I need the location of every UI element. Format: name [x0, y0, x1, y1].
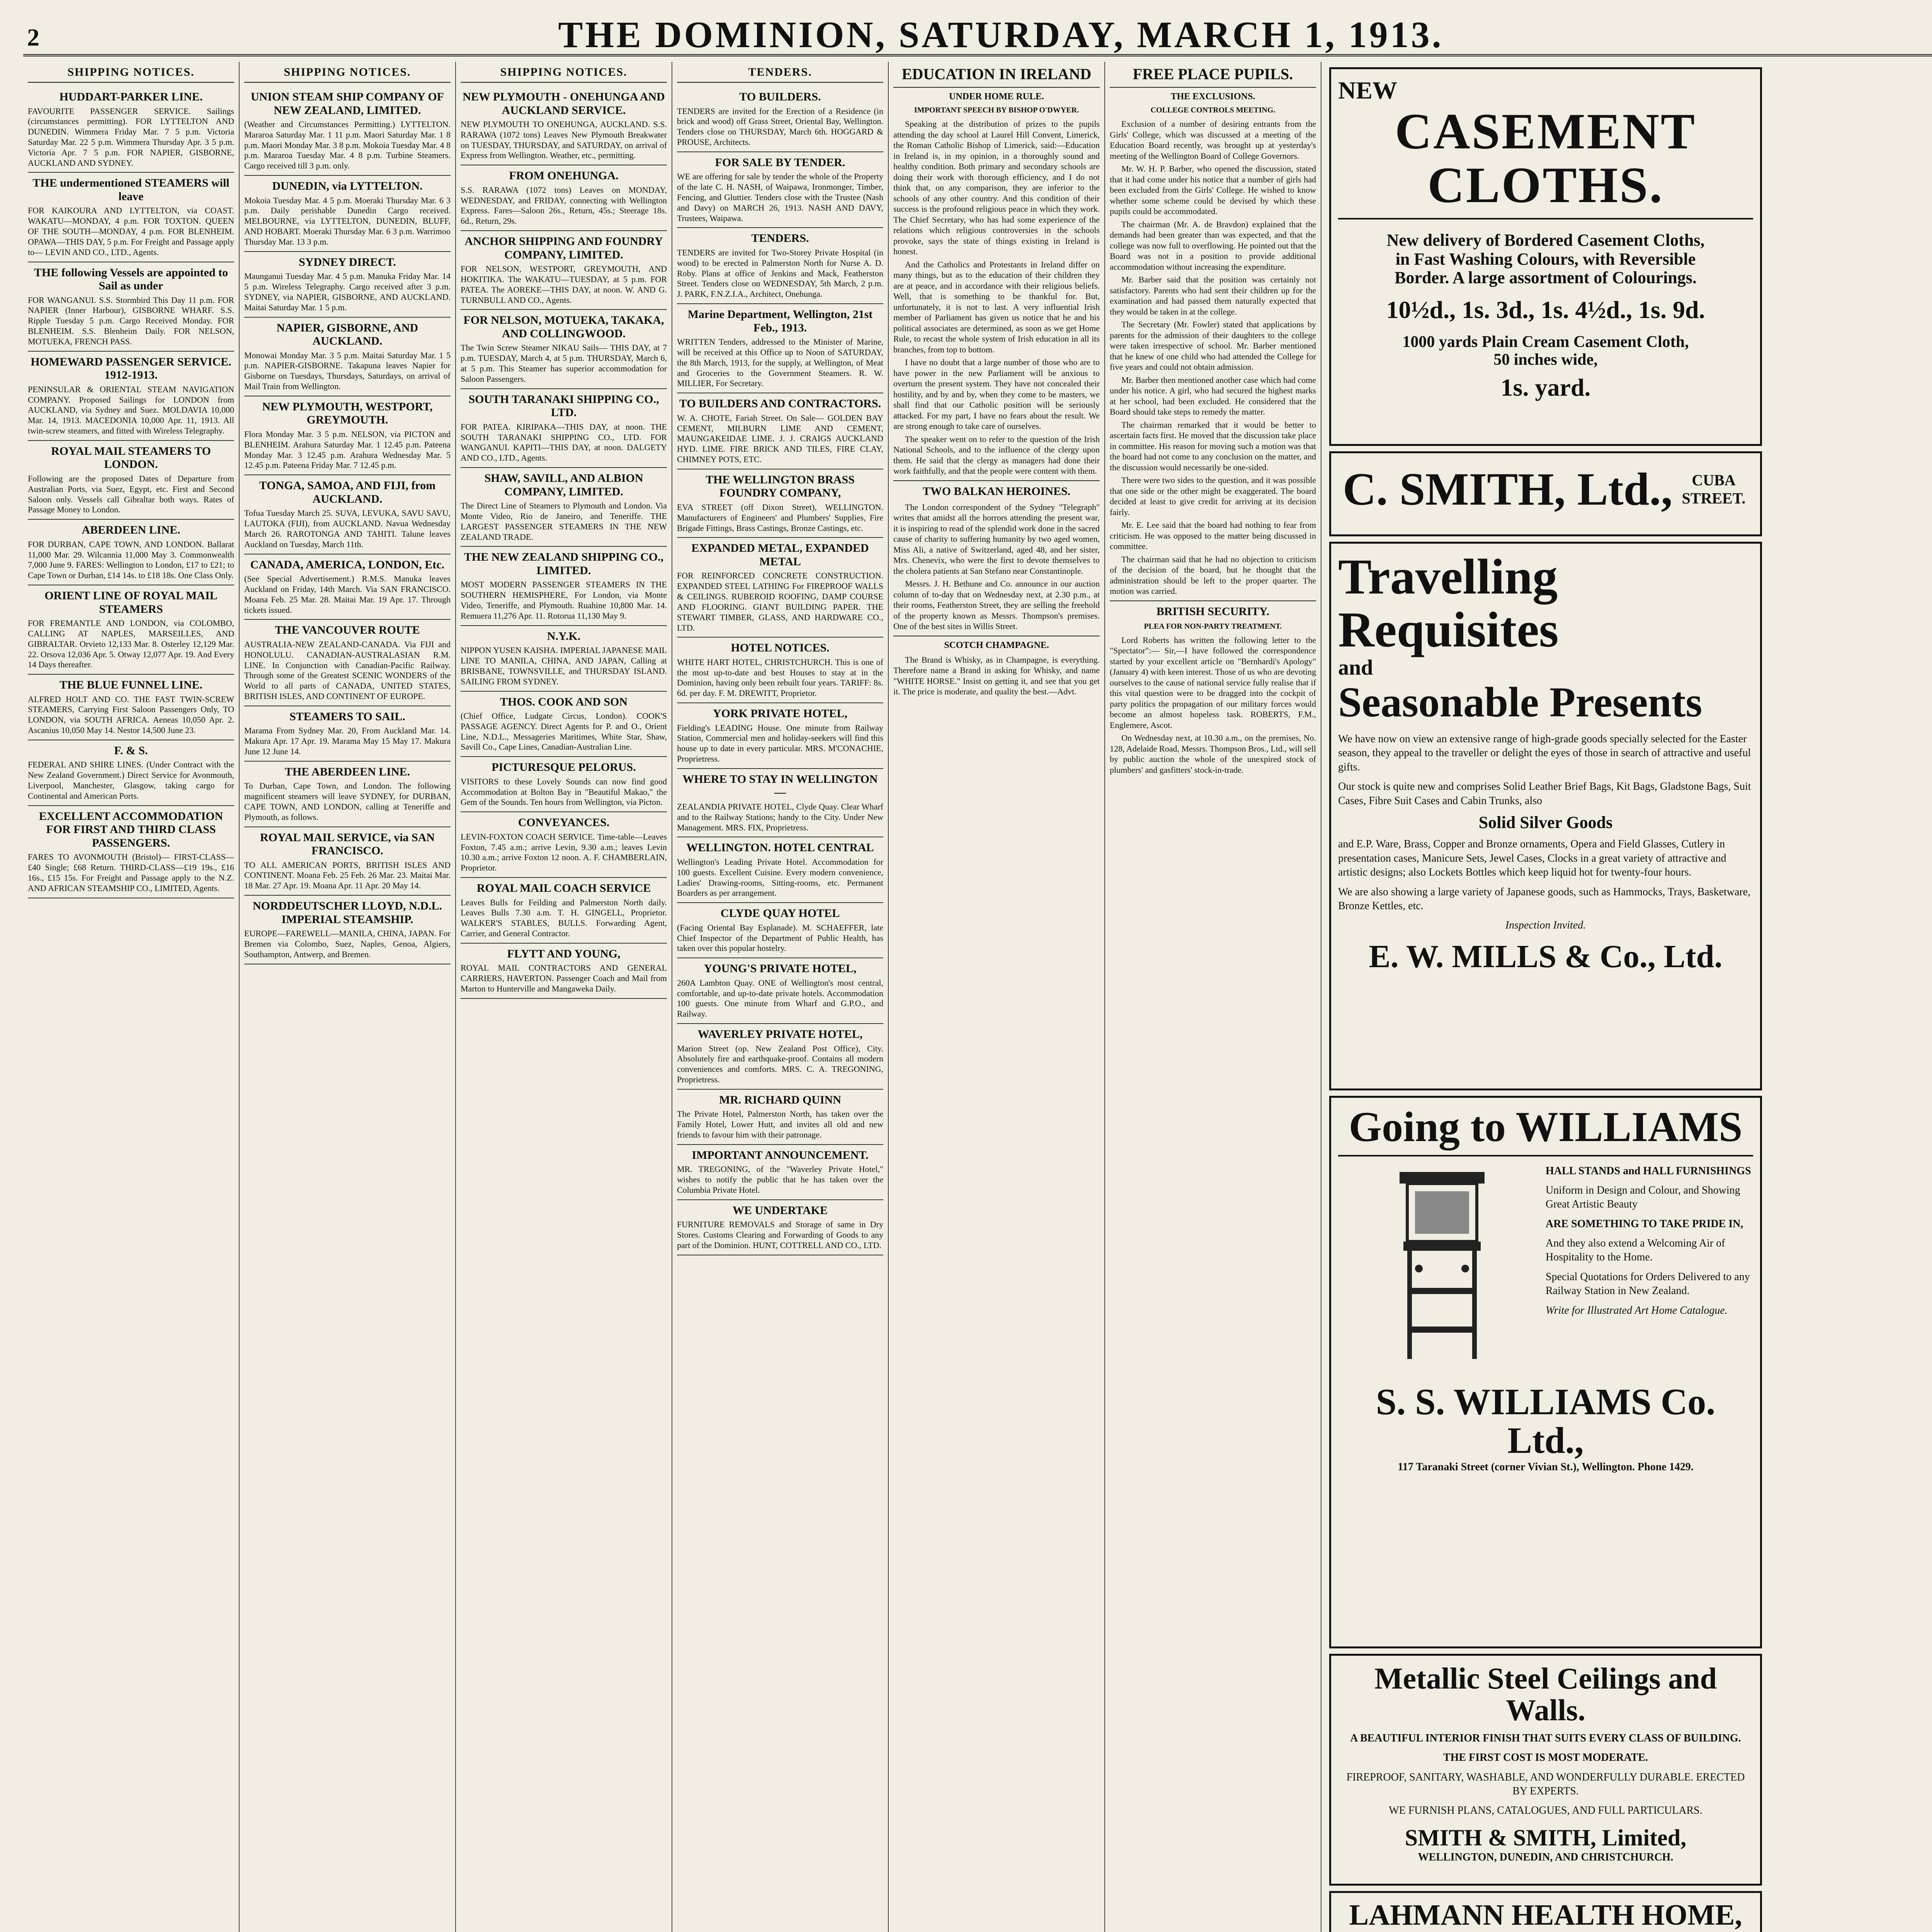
notice: [244, 396, 451, 475]
ad-text: Write for Illustrated Art Home Catalogue.: [1546, 1304, 1728, 1316]
article-subhead: COLLEGE CONTROLS MEETING.: [1150, 106, 1276, 114]
hallstand-icon: [1384, 1164, 1500, 1365]
notice-body: FAVOURITE PASSENGER SERVICE. Sailings (circumstances permitting). FOR LYTTELTON AND DUNEDIN. Wimmera Friday Mar. 7 5 p.m. Victoria Saturday Mar. 22 5 p.m. Wimmera Thursday Apr. 3 5 p.m. Victoria Apr. 7 5 p.m. FOR NAPIER, GISBORNE, AUCKLAND AND SYDNEY.: [28, 106, 234, 168]
ad-text: and E.P. Ware, Brass, Copper and Bronze ornaments, Opera and Field Glasses, Cutlery in presentation cases, Manicure Sets, Jewel Cases, Clocks in a great variety of attractive and artistic designs; also Lockets Bottles which keep liquid hot for twenty-four hours.: [1338, 838, 1726, 879]
notice: [28, 173, 234, 262]
ad-text: New delivery of Bordered Casement Cloths,: [1386, 231, 1705, 250]
notice-heading: CLYDE QUAY HOTEL: [720, 907, 840, 920]
notice: [677, 152, 883, 228]
ad-metallic-ceilings: [1329, 1654, 1762, 1886]
notice-body: Mokoia Tuesday Mar. 4 5 p.m. Moeraki Thursday Mar. 6 3 p.m. Daily perishable Dunedin Cargo received. MELBOURNE, via LYTTELTON, DUNEDIN, BLUFF, AND HOBART. Moeraki Thursday Mar. 6 3 p.m. Warrimoo Thursday Mar. 13 3 p.m.: [244, 195, 451, 247]
notice-body: NEW PLYMOUTH TO ONEHUNGA, AUCKLAND. S.S. RARAWA (1072 tons) Leaves New Plymouth Breakwater on TUESDAY, THURSDAY, and SATURDAY, on arrival of Express from Wellington. Weather, etc., permitting.: [461, 119, 667, 160]
notice: [244, 252, 451, 318]
notice-body: The Twin Screw Steamer NIKAU Sails— THIS DAY, at 7 p.m. TUESDAY, March 4, at 5 p.m. THURSDAY, March 6, at 5 p.m. This Steamer has superior accommodation for Saloon Passengers.: [461, 343, 667, 384]
article-title: EDUCATION IN IRELAND: [893, 62, 1100, 88]
notice-body: Following are the proposed Dates of Departure from Australian Ports, via Suez, Egypt, etc. First and Second Saloon only. Vessels call Gibraltar both ways. Rates of Passage Money to London.: [28, 473, 234, 515]
article-paragraph: The chairman (Mr. A. de Bravdon) explained that the demands had been greater than was expected, and that the college was now full to overflowing. He pointed out that the Board was not in a position to provide additional accommodation without increasing the expenditure.: [1110, 219, 1316, 272]
notice: [28, 675, 234, 740]
hallstand-illustration: [1338, 1164, 1546, 1367]
notice: [28, 352, 234, 441]
article-paragraph: The London correspondent of the Sydney "Telegraph" writes that amidst all the horrors attending the present war, it is inspiring to read of the splendid work done in the sacred cause of charity to suffering humanity by two aged women, Miss Ali, a native of Switzerland, aged 48, and her sister, Mrs. Chenevix, who were the first to devote themselves to the cholera patients at San Stefano near Constantinople.: [893, 502, 1100, 576]
notice: [244, 706, 451, 762]
column-shipping-3: [456, 62, 672, 1932]
ad-williams-body: [1338, 1164, 1753, 1367]
notice: [244, 475, 451, 554]
article-paragraph: The chairman said that he had no objection to criticism of the decision of the board, but he thought that the administration should be left to the proper quarter. The motion was carried.: [1110, 554, 1316, 596]
notice: [677, 958, 883, 1024]
notice: [461, 757, 667, 812]
notice-list: [677, 87, 883, 1255]
notice: [461, 389, 667, 468]
notice-body: ZEALANDIA PRIVATE HOTEL, Clyde Quay. Clear Wharf and to the Railway Stations; handy to the City. Under New Management. MRS. FIX, Proprietress.: [677, 801, 883, 832]
ad-text: 1000 yards Plain Cream Casement Cloth,: [1402, 333, 1689, 351]
ad-text: Special Quotations for Orders Delivered to any Railway Station in New Zealand.: [1546, 1270, 1750, 1297]
notice-heading: UNION STEAM SHIP COMPANY OF NEW ZEALAND, LIMITED.: [250, 90, 444, 117]
notice-heading: N.Y.K.: [547, 629, 581, 643]
notice-body: FURNITURE REMOVALS and Storage of same in Dry Stores. Customs Clearing and Forwarding of Goods to any part of the Dominion. HUNT, COTTRELL AND CO., LTD.: [677, 1219, 883, 1250]
notice: [677, 87, 883, 152]
ad-c-smith: [1329, 451, 1762, 536]
notice-heading: WHERE TO STAY IN WELLINGTON—: [682, 772, 878, 799]
article-paragraph: Lord Roberts has written the following letter to the "Spectator":— Sir,—I have followed the correspondence started by your excellent article on "Bernhardi's Apology" (January 4) with keen interest. Those of us who are devoting ourselves to the cause of national service fully realise that if this vital question were to be dragged into the cockpit of party politics the propagation of our military forces would become an almost hopeless task. ROBERTS, F.M., Englemere, Ascot.: [1110, 635, 1316, 730]
ad-firm-name: SMITH & SMITH, Limited,: [1405, 1825, 1687, 1850]
notice: [461, 626, 667, 692]
ad-firm-name: S. S. WILLIAMS Co. Ltd.,: [1376, 1381, 1716, 1461]
ad-badge: NEW: [1338, 77, 1397, 104]
notice-body: Marion Street (op. New Zealand Post Office), City. Absolutely fire and earthquake-proof. Contains all modern conveniences and comforts. MRS. C. A. TREGONING, Proprietress.: [677, 1043, 883, 1085]
ad-text: FIREPROOF, SANITARY, WASHABLE, AND WONDERFULLY DURABLE. ERECTED BY EXPERTS.: [1346, 1771, 1745, 1797]
notice: [28, 262, 234, 352]
notice-body: NIPPON YUSEN KAISHA. IMPERIAL JAPANESE MAIL LINE TO MANILA, CHINA, AND JAPAN, Calling at BRISBANE, TOWNSVILLE, and THURSDAY ISLAND. SAILING FROM SYDNEY.: [461, 645, 667, 686]
ad-williams-text: [1546, 1164, 1753, 1367]
masthead: [23, 8, 1932, 56]
notice: [677, 1200, 883, 1255]
ad-text: WE FURNISH PLANS, CATALOGUES, AND FULL PARTICULARS.: [1389, 1804, 1702, 1817]
ad-travelling-requisites: [1329, 542, 1762, 1090]
notice: [461, 165, 667, 231]
notice: [461, 547, 667, 626]
notice-body: FOR KAIKOURA AND LYTTELTON, via COAST. WAKATU—MONDAY, 4 p.m. FOR TOXTON. QUEEN OF THE SOUTH—MONDAY, 4 p.m. FOR BLENHEIM. OPAWA—THIS DAY, 5 p.m. For Freight and Passage apply to— LEVIN AND CO., LTD., Agents.: [28, 206, 234, 257]
notice-body: EUROPE—FAREWELL—MANILA, CHINA, JAPAN. For Bremen via Colombo, Suez, Naples, Genoa, Algiers, Southampton, Antwerp, and Bremen.: [244, 929, 451, 959]
notice-heading: TONGA, SAMOA, AND FIJI, from AUCKLAND.: [259, 479, 436, 505]
notice-body: Maunganui Tuesday Mar. 4 5 p.m. Manuka Friday Mar. 14 5 p.m. Wireless Telegraphy. Cargo received after 3 p.m. SYDNEY, via NAPIER, GISBORNE, AND AUCKLAND. Maitai Saturday Mar. 1 5 p.m.: [244, 271, 451, 312]
notice-heading: THE WELLINGTON BRASS FOUNDRY COMPANY,: [706, 473, 855, 500]
notice-heading: MR. RICHARD QUINN: [719, 1093, 841, 1106]
newspaper-title: THE DOMINION, SATURDAY, MARCH 1, 1913.: [558, 14, 1444, 55]
ad-firm-name: C. SMITH, Ltd.,: [1343, 463, 1673, 515]
notice-heading: IMPORTANT ANNOUNCEMENT.: [692, 1148, 869, 1162]
notice-body: TO ALL AMERICAN PORTS, BRITISH ISLES AND CONTINENT. Moana Feb. 25 Feb. 26 Mar. 23. Maitai Mar. 18 Mar. 27 Apr. 19. Moana Apr. 11 Apr. 20 May 14.: [244, 860, 451, 891]
notice-heading: YORK PRIVATE HOTEL,: [713, 707, 848, 720]
notice: [461, 468, 667, 547]
notice: [28, 87, 234, 173]
notice-heading: ORIENT LINE OF ROYAL MAIL STEAMERS: [44, 589, 218, 616]
notice-heading: SYDNEY DIRECT.: [299, 255, 396, 269]
article-paragraph: I have no doubt that a large number of those who are to have power in the new Parliament will be anxious to overturn the present system. They have not concealed their hostility, and by and by, when they come to be masters, we shall find that our Catholic position will be seriously attacked. For my part, I have no fears about the result. We are strong enough to take care of ourselves.: [893, 357, 1100, 431]
notice-list: [461, 87, 667, 999]
notice-heading: HUDDART-PARKER LINE.: [59, 90, 203, 103]
ad-text: We are also showing a large variety of Japanese goods, such as Hammocks, Trays, Basketware, Bronze Kettles, etc.: [1338, 886, 1751, 912]
notice-body: 260A Lambton Quay. ONE of Wellington's most central, comfortable, and up-to-date private hotels. Accommodation 100 guests. One minute from Wharf and G.P.O., and Railway.: [677, 978, 883, 1019]
article-paragraph: The Secretary (Mr. Fowler) stated that applications by parents for the admission of their daughters to the college were taken irrespective of school. Mr. Barber mentioned that he knew of one child who had attended the College for five years and could not obtain admission.: [1110, 320, 1316, 372]
ad-text: A BEAUTIFUL INTERIOR FINISH THAT SUITS EVERY CLASS OF BUILDING.: [1350, 1732, 1741, 1744]
notice-heading: ROYAL MAIL SERVICE, via SAN FRANCISCO.: [260, 831, 435, 857]
ad-headline: CASEMENT CLOTHS.: [1338, 105, 1753, 219]
notice: [461, 944, 667, 999]
article-subhead: UNDER HOME RULE.: [949, 92, 1044, 102]
notice-body: WE are offering for sale by tender the whole of the Property of the late C. H. NASH, of Waipawa, Ironmonger, Timber, Fencing, and Gluttier. Tenders close with the Trustee (Nash and Davy) on MARCH 26, 1913. NASH AND DAVY, Trustees, Waipawa.: [677, 172, 883, 223]
notice-heading: F. & S.: [114, 744, 148, 757]
notice: [677, 1145, 883, 1200]
ad-price: 1s. yard.: [1500, 374, 1591, 401]
notice-heading: SHAW, SAVILL, AND ALBION COMPANY, LIMITED.: [484, 472, 643, 498]
notice-heading: TO BUILDERS AND CONTRACTORS.: [679, 397, 881, 410]
notice-heading: THE undermentioned STEAMERS will leave: [32, 177, 230, 203]
notice-heading: TENDERS.: [751, 232, 809, 245]
article-paragraph: Messrs. J. H. Bethune and Co. announce in our auction column of to-day that on Wednesday next, at 2.30 p.m., at their rooms, Featherston Street, they are selling the freehold of the property known as Messrs. Thompson's premises. One of the best sites in Willis Street.: [893, 579, 1100, 631]
ad-text: We have now on view an extensive range of high-grade goods specially selected for the Easter season, they appeal to the traveller or delight the eyes of those in search of attractive and useful gifts.: [1338, 733, 1751, 773]
notice-heading: WE UNDERTAKE: [733, 1204, 828, 1217]
notice: [677, 903, 883, 958]
article-paragraph: Mr. W. H. P. Barber, who opened the discussion, stated that it had come under his notice that a number of girls had been excluded from the Girls' College. He wished to know whether some scheme could be devised by which these pupils could be accommodated.: [1110, 164, 1316, 216]
notice: [677, 469, 883, 538]
column-shipping-1: [23, 62, 240, 1932]
article-paragraph: The chairman remarked that it would be better to ascertain facts first. He moved that the discussion take place in committee. His reason for moving such a motion was that the board had not come to any conclusion on the matter, and the discussion would necessarily be one-sided.: [1110, 420, 1316, 472]
column-advertisements: [1321, 62, 1770, 1932]
notice-body: FOR REINFORCED CONCRETE CONSTRUCTION. EXPANDED STEEL LATHING For FIREPROOF WALLS & CEILINGS. RUBEROID ROOFING, DAMP COURSE AND FLOORING. GIANT BUILDING PAPER. THE STEWART TIMBER, GLASS, AND HARDWARE CO., LTD.: [677, 571, 883, 633]
notice: [461, 812, 667, 878]
ad-prices: 10½d., 1s. 3d., 1s. 4½d., 1s. 9d.: [1386, 296, 1705, 324]
notice-heading: THE BLUE FUNNEL LINE.: [59, 679, 203, 692]
notice: [677, 769, 883, 837]
notice-body: FARES TO AVONMOUTH (Bristol)— FIRST-CLASS—£40 Single; £68 Return. THIRD-CLASS—£19 19s., £16 16s., £15 15s. For Freight and Passage apply to the N.Z. AND AFRICAN STEAMSHIP CO., LIMITED, Agents.: [28, 852, 234, 893]
article-paragraph: And the Catholics and Protestants in Ireland differ on many things, but as to the education of their children they are at peace, and in accordance with their religious beliefs. Well, that is something to be thankful for. But, unfortunately, it is not to last. A very influential Irish member of Parliament has given us notice that he and his political associates are determined, as soon as we get Home Rule, to recast the whole system of Irish education in all its branches, from top to bottom.: [893, 259, 1100, 354]
notice-body: MR. TREGONING, of the "Waverley Private Hotel," wishes to notify the public that he has taken over the Columbia Private Hotel.: [677, 1164, 883, 1195]
notice: [244, 620, 451, 706]
notice-heading: NEW PLYMOUTH, WESTPORT, GREYMOUTH.: [262, 400, 433, 427]
column-heading: SHIPPING NOTICES.: [244, 62, 451, 83]
notice-body: Flora Monday Mar. 3 5 p.m. NELSON, via PICTON and BLENHEIM. Arahura Saturday Mar. 1 12.45 p.m. Pateena Monday Mar. 3 12.45 p.m. Arahura Wednesday Mar. 5 12.45 p.m. Pateena Friday Mar. 7 12.45 p.m.: [244, 429, 451, 470]
notice-heading: WAVERLEY PRIVATE HOTEL,: [697, 1028, 863, 1041]
notice-body: FOR DURBAN, CAPE TOWN, AND LONDON. Ballarat 11,000 Mar. 29. Wilcannia 11,000 May 3. Commonwealth 7,000 June 9. FARES: Wellington to London, £17 to £21; to Cape Town or Durban, £14 14s. to £18 18s. One Class Only.: [28, 539, 234, 580]
notice-body: W. A. CHOTE, Fariah Street. On Sale— GOLDEN BAY CEMENT, MILBURN LIME AND CEMENT, MAUNGAKEIDAE LIME. J. J. CRAIGS AUCKLAND HYD. LIME. FIRE BRICK AND TILES, FIRE CLAY, CHIMNEY POTS, ETC.: [677, 413, 883, 464]
ad-headline: Travelling: [1338, 549, 1558, 605]
column-heading: SHIPPING NOTICES.: [28, 62, 234, 83]
notice: [28, 585, 234, 675]
notice-body: Tofua Tuesday March 25. SUVA, LEVUKA, SAVU SAVU, LAUTOKA (FIJI), from AUCKLAND. Navua Wednesday March 26. RAROTONGA AND TAHITI. Talune leaves Auckland on Tuesday, March 11th.: [244, 508, 451, 549]
article-paragraph: The speaker went on to refer to the question of the Irish National Schools, and to the influence of the clergy upon them. He said that the clergy as managers had done their work faithfully, and that the people were content with them.: [893, 434, 1100, 476]
ad-text: Border. A large assortment of Colourings.: [1395, 268, 1697, 287]
notice-heading: EXPANDED METAL, EXPANDED METAL: [691, 542, 869, 568]
article-subhead: IMPORTANT SPEECH BY BISHOP O'DWYER.: [914, 106, 1079, 114]
notice: [461, 87, 667, 165]
article-paragraph: The Brand is Whisky, as in Champagne, is everything. Therefore name a Brand in asking for Whisky, and name "WHITE HORSE." Insist on getting it, and see that you get it. The price is moderate, and quality the best.—Advt.: [893, 655, 1100, 696]
article-paragraph: On Wednesday next, at 10.30 a.m., on the premises, No. 128, Adelaide Road, Messrs. Thompson Bros., Ltd., will sell by public auction the whole of the unexpired stock of plumbers' and gasfitters' stock-in-trade.: [1110, 733, 1316, 775]
notice-heading: DUNEDIN, via LYTTELTON.: [272, 180, 423, 193]
column-heading: TENDERS.: [677, 62, 883, 83]
ad-subheadline: Solid Silver Goods: [1478, 813, 1613, 832]
notice: [461, 692, 667, 757]
ad-text: 50 inches wide,: [1493, 350, 1598, 369]
ad-headline: Metallic Steel Ceilings and Walls.: [1374, 1662, 1717, 1727]
notice: [461, 878, 667, 944]
notice-body: ROYAL MAIL CONTRACTORS AND GENERAL CARRIERS, HAVERTON. Passenger Coach and Mail from Marton to Hunterville and Mangaweka Daily.: [461, 963, 667, 994]
notice: [244, 318, 451, 396]
ad-text: WELLINGTON, DUNEDIN, AND CHRISTCHURCH.: [1418, 1851, 1673, 1863]
notice: [461, 231, 667, 310]
notice-heading: SOUTH TARANAKI SHIPPING CO., LTD.: [468, 393, 659, 419]
column-heading: SHIPPING NOTICES.: [461, 62, 667, 83]
notice-body: (Chief Office, Ludgate Circus, London). COOK'S PASSAGE AGENCY. Direct Agents for P. and O., Orient Line, N.D.L., Messageries Maritimes, White Star, Shaw, Savill Co., Cape Lines, Canadian-Australian Line.: [461, 711, 667, 752]
notice-body: WRITTEN Tenders, addressed to the Minister of Marine, will be received at this Office up to Noon of SATURDAY, the 8th March, 1913, for the supply, at Wellington, of Meat and Groceries to the Government Steamers. R. W. MILLIER, For Secretary.: [677, 337, 883, 388]
notice-body: The Direct Line of Steamers to Plymouth and London. Via Monte Video, Rio de Janeiro, and Teneriffe. THE LARGEST PASSENGER STEAMERS IN THE NEW ZEALAND TRADE.: [461, 501, 667, 542]
notice-body: Monowai Monday Mar. 3 5 p.m. Maitai Saturday Mar. 1 5 p.m. NAPIER-GISBORNE. Takapuna leaves Napier for Gisborne on Tuesdays, Thursdays, Saturdays, on arrival of Mail Train from Wellington.: [244, 350, 451, 391]
ad-text: And they also extend a Welcoming Air of Hospitality to the Home.: [1546, 1237, 1725, 1264]
ad-address: CUBA STREET.: [1682, 471, 1746, 507]
notice: [677, 1024, 883, 1090]
notice: [28, 520, 234, 585]
ad-text: Inspection Invited.: [1505, 919, 1586, 932]
notice-heading: TO BUILDERS.: [739, 90, 821, 103]
article-subhead: THE EXCLUSIONS.: [1170, 92, 1255, 102]
article-title: TWO BALKAN HEROINES.: [893, 480, 1100, 498]
notice: [677, 837, 883, 903]
notice-heading: NAPIER, GISBORNE, AND AUCKLAND.: [276, 321, 418, 348]
ad-text: HALL STANDS and HALL FURNISHINGS: [1546, 1165, 1751, 1177]
notice-body: (Weather and Circumstances Permitting.) LYTTELTON. Mararoa Saturday Mar. 1 11 p.m. Maori Saturday Mar. 1 8 p.m. Maori Monday Mar. 3 8 p.m. Mokoia Tuesday Mar. 4 8 p.m. Mararoa Tuesday Mar. 4 8 p.m. Turbine Steamers. Cargo received till 3 p.m. only.: [244, 119, 451, 171]
notice: [28, 740, 234, 806]
notice-body: S.S. RARAWA (1072 tons) Leaves on MONDAY, WEDNESDAY, and FRIDAY, connecting with Wellington Express. Fares—Saloon 26s., Return, 45s.; Steerage 18s. 6d., Return, 29s.: [461, 185, 667, 226]
ad-firm-name: E. W. MILLS & Co., Ltd.: [1369, 938, 1723, 975]
notice-body: TENDERS are invited for Two-Storey Private Hospital (in wood) to be erected in Palmerston North for Nurse A. D. Roby. Plans at office of Jenkins and Mack, Featherston Street. Tenders close on WEDNESDAY, 5th March, 2 p.m. J. PARK, F.N.Z.I.A., Architect, Onehunga.: [677, 247, 883, 299]
notice-body: FOR NELSON, WESTPORT, GREYMOUTH, AND HOKITIKA. The WAKATU—TUESDAY, at 5 p.m. FOR PATEA. The AOREKE—THIS DAY, at noon. W. AND G. TURNBULL AND CO., Agents.: [461, 264, 667, 305]
notice-body: PENINSULAR & ORIENTAL STEAM NAVIGATION COMPANY. Proposed Sailings for LONDON from AUCKLAND, via Sydney and Suez. MOLDAVIA 10,000 Mar. 14, 1913. MACEDONIA 10,000 Apr. 11, 1913. All twin-screw steamers, and fitted with Wireless Telegraphy.: [28, 384, 234, 436]
notice-heading: ROYAL MAIL COACH SERVICE: [476, 882, 651, 895]
notice-body: Marama From Sydney Mar. 20, From Auckland Mar. 14. Makura Apr. 17 Apr. 19. Marama May 15 May 17. Makura June 12 June 14.: [244, 726, 451, 756]
notice-body: FOR PATEA. KIRIPAKA—THIS DAY, at noon. THE SOUTH TARANAKI SHIPPING CO., LTD. FOR WANGANUI. KAPITI—THIS DAY, at noon. DALGETY AND CO., LTD., Agents.: [461, 422, 667, 463]
ad-c-smith-row: [1343, 465, 1748, 514]
notice: [244, 176, 451, 252]
notice-heading: THE NEW ZEALAND SHIPPING CO., LIMITED.: [464, 551, 664, 577]
article-subhead: PLEA FOR NON-PARTY TREATMENT.: [1144, 622, 1282, 631]
notice: [677, 638, 883, 703]
notice-heading: NORDDEUTSCHER LLOYD, N.D.L. IMPERIAL STEAMSHIP.: [252, 900, 442, 926]
notice-body: Wellington's Leading Private Hotel. Accommodation for 100 guests. Excellent Cuisine. Every modern convenience, Ladies' Drawing-rooms, Sitting-rooms, etc. Permanent Boarders as per arrangement.: [677, 857, 883, 898]
ad-lahmann-health-home: [1329, 1891, 1762, 1932]
notice-body: To Durban, Cape Town, and London. The following magnificent steamers will leave SYDNEY, for DURBAN, CAPE TOWN, AND LONDON, calling at Teneriffe and Plymouth, as follows.: [244, 781, 451, 822]
notice-body: (Facing Oriental Bay Esplanade). M. SCHAEFFER, late Chief Inspector of the Department of Public Health, has taken over this popular hostelry.: [677, 922, 883, 953]
article-title: FREE PLACE PUPILS.: [1110, 62, 1316, 88]
notice-heading: NEW PLYMOUTH - ONEHUNGA AND AUCKLAND SERVICE.: [463, 90, 665, 117]
notice-body: TENDERS are invited for the Erection of a Residence (in brick and wood) off Grass Street, Oriental Bay, Wellington. Tenders close on THURSDAY, March 6th. HOGGARD & PROUSE, Architects.: [677, 106, 883, 147]
article-paragraph: Exclusion of a number of desiring entrants from the Girls' College, which was discussed at a meeting of the Education Board recently, was brought up at yesterday's meeting of the Wellington Board of College Governors.: [1110, 119, 1316, 161]
notice-body: VISITORS to these Lovely Sounds can now find good Accommodation at Bolton Bay in "Beautiful Makao," the Gem of the Sounds. Ten hours from Wellington, via Picton.: [461, 776, 667, 807]
notice-heading: CONVEYANCES.: [518, 816, 610, 829]
ad-headline: Seasonable Presents: [1338, 678, 1702, 726]
notice: [28, 806, 234, 898]
notice-body: WHITE HART HOTEL, CHRISTCHURCH. This is one of the most up-to-date and best Houses to stay at in the Dominion, having only been rebuilt four years. TARIFF: 8s. 6d. per day. F. M. DREWITT, Proprietor.: [677, 657, 883, 698]
ad-headline: Going to WILLIAMS: [1338, 1105, 1753, 1156]
notice-body: ALFRED HOLT AND CO. THE FAST TWIN-SCREW STEAMERS, Carrying First Saloon Passengers Only, TO LONDON, via SOUTH AFRICA. Aeneas 10,050 Apr. 2. Ascanius 10,050 May 14. Nestor 14,500 June 23.: [28, 694, 234, 735]
notice-heading: PICTURESQUE PELORUS.: [492, 761, 636, 774]
notice-heading: THE ABERDEEN LINE.: [284, 765, 410, 778]
notice-heading: ROYAL MAIL STEAMERS TO LONDON.: [51, 444, 211, 471]
notice-heading: THE following Vessels are appointed to Sail as under: [34, 266, 228, 293]
notice-body: FOR WANGANUI. S.S. Stormbird This Day 11 p.m. FOR NAPIER (Inner Harbour), GISBORNE WHARF. S.S. Ripple Tuesday 5 p.m. Cargo Received Monday. FOR BLENHEIM. S.S. Blenheim Daily. FOR NELSON, MOTUEKA, FRENCH PASS.: [28, 295, 234, 346]
notice: [677, 304, 883, 393]
notice-body: LEVIN-FOXTON COACH SERVICE. Time-table—Leaves Foxton, 7.45 a.m.; arrive Levin, 9.30 a.m.; leaves Levin 10.30 a.m.; arrive Foxton 12 noon. A. F. CHAMBERLAIN, Proprietor.: [461, 832, 667, 873]
column-education: [889, 62, 1105, 1932]
notice-body: Fielding's LEADING House. One minute from Railway Station, Commercial men and holiday-seekers will find this house up to date in every particular. MRS. M'CONACHIE, Proprietress.: [677, 723, 883, 764]
article-paragraph: Mr. Barber said that the position was certainly not satisfactory. Parents who had sent their children up for the examination and had passed them naturally expected that they would be taken in at the college.: [1110, 275, 1316, 316]
notice-list: [28, 87, 234, 898]
column-tenders: [672, 62, 889, 1932]
ad-text: Our stock is quite new and comprises Solid Leather Brief Bags, Kit Bags, Gladstone Bags, Suit Cases, Fibre Suit Cases and Cabin Trunks, also: [1338, 781, 1751, 807]
notice-heading: EXCELLENT ACCOMMODATION FOR FIRST AND THIRD CLASS PASSENGERS.: [39, 810, 223, 849]
notice-body: EVA STREET (off Dixon Street), WELLINGTON. Manufacturers of Engineers' and Plumbers' Supplies, Fire Brigade Fittings, Brass Castings, Bronze Castings, etc.: [677, 502, 883, 533]
notice: [677, 703, 883, 769]
notice-body: MOST MODERN PASSENGER STEAMERS IN THE SOUTHERN HEMISPHERE, For London, via Monte Video, Teneriffe, and Plymouth. Ruahine 10,800 Mar. 14. Remuera 11,276 Apr. 11. Rotorua 11,130 May 9.: [461, 580, 667, 621]
column-shipping-2: [240, 62, 456, 1932]
notice: [244, 762, 451, 827]
notice-heading: Marine Department, Wellington, 21st Feb., 1913.: [687, 308, 873, 334]
ad-headline: LAHMANN HEALTH HOME,: [1349, 1899, 1742, 1931]
ad-williams: [1329, 1096, 1762, 1648]
notice-heading: STEAMERS TO SAIL.: [289, 710, 405, 723]
notice-body: Leaves Bulls for Feilding and Palmerston North daily. Leaves Bulls 7.30 a.m. T. H. GINGELL, Proprietor. WALKER'S STABLES, BULLS. Forwarding Agent, Carrier, and General Contractor.: [461, 897, 667, 939]
ad-headline: Requisites: [1338, 602, 1559, 658]
ad-text: THE FIRST COST IS MOST MODERATE.: [1443, 1752, 1648, 1764]
notice-body: The Private Hotel, Palmerston North, has taken over the Family Hotel, Lower Hutt, and invites all old and new friends to favour him with their patronage.: [677, 1109, 883, 1140]
notice-heading: ANCHOR SHIPPING AND FOUNDRY COMPANY, LIMITED.: [464, 235, 663, 261]
notice-heading: CANADA, AMERICA, LONDON, Etc.: [250, 558, 445, 571]
article-paragraph: Mr. Barber then mentioned another case which had come under his notice. A girl, who had secured the highest marks at her school, had been excluded. He considered that the Board should take steps to remedy the matter.: [1110, 375, 1316, 417]
ad-text: ARE SOMETHING TO TAKE PRIDE IN,: [1546, 1218, 1743, 1230]
notice-heading: FROM ONEHUNGA.: [509, 169, 619, 182]
notice-heading: FOR NELSON, MOTUEKA, TAKAKA, AND COLLINGWOOD.: [463, 314, 664, 340]
notice: [677, 538, 883, 638]
notice: [28, 441, 234, 520]
page-number: 2: [27, 24, 39, 51]
article-paragraph: Speaking at the distribution of prizes to the pupils attending the day school at Laurel Hill Convent, Limerick, the Roman Catholic Bishop of Limerick, said:—Education in Ireland is, in my opinion, in a thoroughly sound and healthy condition. Both primary and secondary schools are doing their work with thorough efficiency, and I do not think that, on any comparison, they are inferior to the schools of any other country. And this condition of their success is the profound religious peace in which they work. The Chief Secretary, who has had some experience of the relations which religious controversies in the schools provoke, says the state of things existing in Ireland is honest.: [893, 119, 1100, 256]
notice: [244, 554, 451, 620]
notice: [461, 310, 667, 389]
notice-heading: FOR SALE BY TENDER.: [715, 156, 845, 169]
notice: [244, 827, 451, 896]
article-title: SCOTCH CHAMPAGNE.: [893, 636, 1100, 651]
notice-heading: YOUNG'S PRIVATE HOTEL,: [704, 962, 857, 975]
notice-body: FEDERAL AND SHIRE LINES. (Under Contract with the New Zealand Government.) Direct Service for Avonmouth, Liverpool, Manchester, Glasgow, taking cargo for Continental and American Ports.: [28, 760, 234, 801]
notice: [677, 228, 883, 304]
notice-body: AUSTRALIA-NEW ZEALAND-CANADA. Via FIJI and HONOLULU. CANADIAN-AUSTRALASIAN R.M. LINE. In Conjunction with Canadian-Pacific Railway. Through some of the Greatest SCENIC WONDERS of the World to all parts of CANADA, UNITED STATES, BRITISH ISLES, AND CONTINENT OF EUROPE.: [244, 639, 451, 701]
notice-heading: THE VANCOUVER ROUTE: [275, 624, 420, 637]
ad-headline: and: [1338, 656, 1373, 680]
notice-heading: FLYTT AND YOUNG,: [507, 947, 621, 960]
notice-heading: THOS. COOK AND SON: [500, 695, 628, 708]
notice: [677, 1090, 883, 1145]
article-paragraph: Mr. E. Lee said that the board had nothing to fear from criticism. He was opposed to the matter being discussed in committee.: [1110, 520, 1316, 551]
notice-heading: HOTEL NOTICES.: [731, 641, 830, 655]
notice-heading: WELLINGTON. HOTEL CENTRAL: [686, 841, 874, 854]
ad-address: 117 Taranaki Street (corner Vivian St.), Wellington. Phone 1429.: [1398, 1461, 1694, 1473]
notice-heading: ABERDEEN LINE.: [82, 524, 180, 537]
columns: [23, 62, 1932, 1932]
notice-heading: HOMEWARD PASSENGER SERVICE. 1912-1913.: [31, 355, 231, 382]
notice: [677, 393, 883, 469]
article-title: BRITISH SECURITY.: [1110, 600, 1316, 618]
ad-text: Uniform in Design and Colour, and Showing Great Artistic Beauty: [1546, 1184, 1740, 1211]
notice-list: [244, 87, 451, 964]
notice-body: FOR FREMANTLE AND LONDON, via COLOMBO, CALLING AT NAPLES, MARSEILLES, AND GIBRALTAR. Orvieto 12,133 Mar. 8. Osterley 12,129 Mar. 22. Orsova 12,036 Apr. 5. Otway 12,077 Apr. 19. And Every 14 Days thereafter.: [28, 618, 234, 670]
notice: [244, 87, 451, 176]
ad-text: in Fast Washing Colours, with Reversible: [1395, 249, 1696, 269]
notice-body: (See Special Advertisement.) R.M.S. Manuka leaves Auckland on Friday, 14th March. Via SAN FRANCISCO. Moana Feb. 25 Mar. 28. Maitai Mar. 19 Apr. 17. Through tickets issued.: [244, 574, 451, 615]
article-paragraph: There were two sides to the question, and it was possible that one side or the other might be exaggerated. The board decided at least to give credit for arriving at its decision fairly.: [1110, 475, 1316, 517]
notice: [244, 896, 451, 964]
ad-casement-cloths: [1329, 67, 1762, 446]
column-free-place: [1105, 62, 1321, 1932]
